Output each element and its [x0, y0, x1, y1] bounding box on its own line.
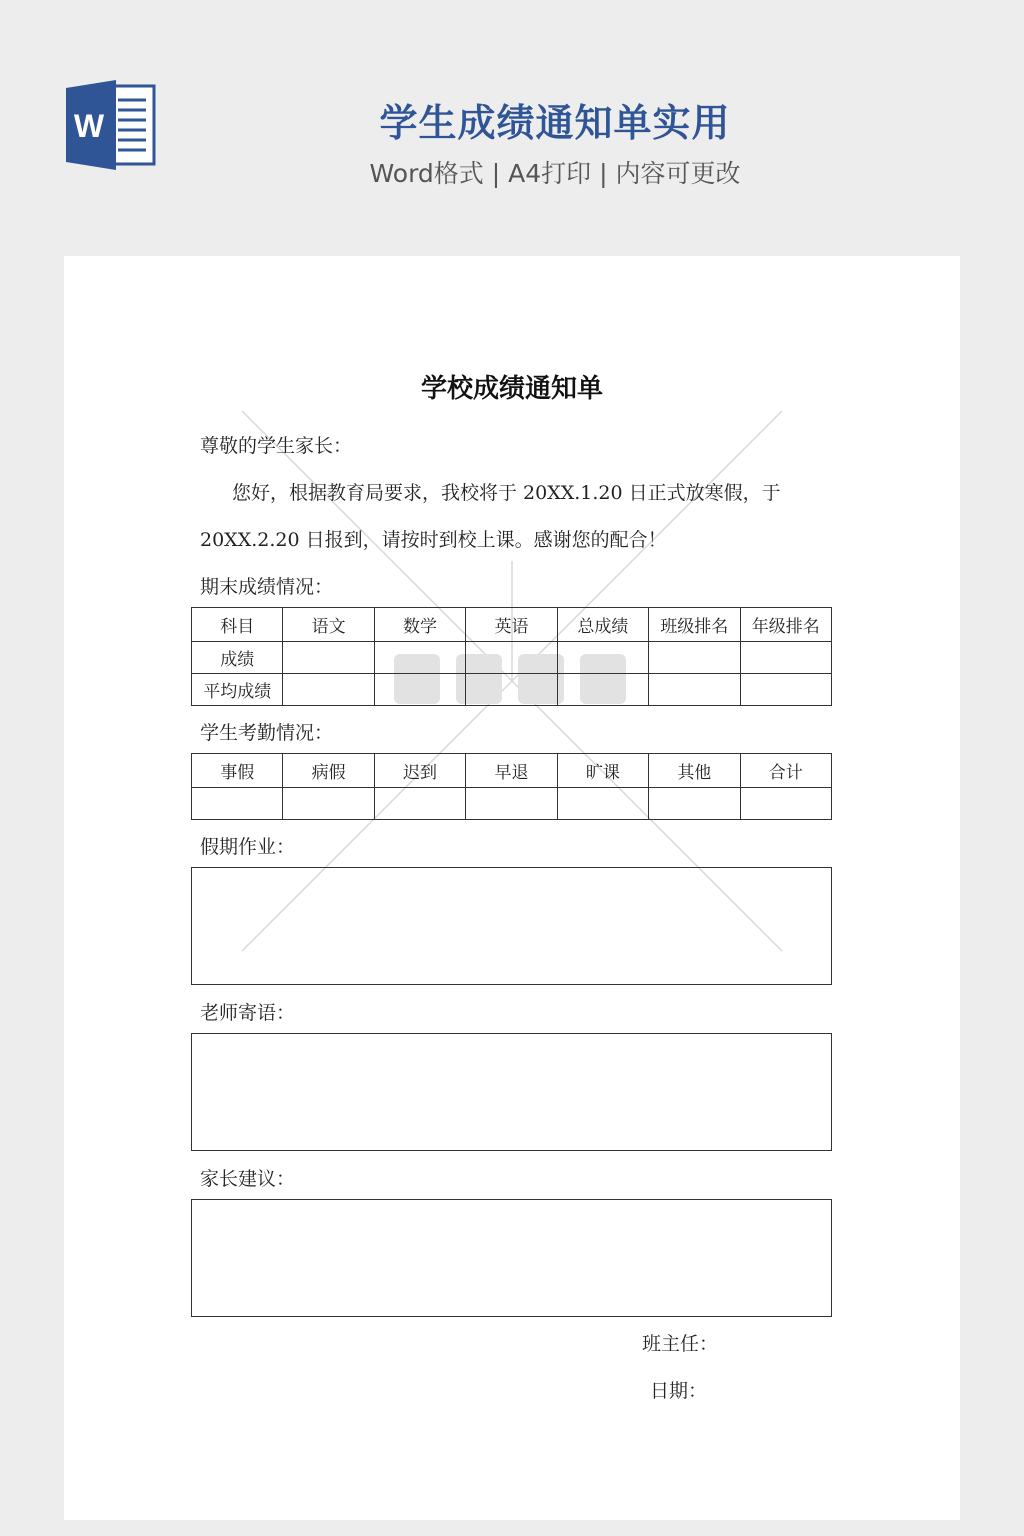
document-page: [64, 256, 960, 1520]
scores-row-label: 成绩: [192, 642, 283, 674]
score-cell[interactable]: [466, 642, 557, 674]
teacher-comment-box[interactable]: [191, 1033, 832, 1151]
attendance-cell[interactable]: [557, 788, 648, 820]
table-row: [192, 642, 832, 674]
table-row: [192, 788, 832, 820]
score-cell[interactable]: [466, 674, 557, 706]
scores-header-row: [192, 608, 832, 642]
attendance-header-cell: 病假: [283, 754, 374, 788]
date-label: 日期：: [650, 1380, 708, 1402]
attendance-header-row: [192, 754, 832, 788]
parent-suggestion-box[interactable]: [191, 1199, 832, 1317]
scores-header-cell: 班级排名: [649, 608, 740, 642]
attendance-cell[interactable]: [283, 788, 374, 820]
scores-table: [191, 607, 832, 706]
attendance-header-cell: 迟到: [374, 754, 465, 788]
score-cell[interactable]: [374, 674, 465, 706]
score-cell[interactable]: [374, 642, 465, 674]
body-line-2: 20XX.2.20 日报到，请按时到校上课。感谢您的配合！: [200, 529, 667, 551]
score-cell[interactable]: [557, 674, 648, 706]
attendance-table: [191, 753, 832, 820]
scores-header-cell: 语文: [283, 608, 374, 642]
scores-header-cell: 年级排名: [740, 608, 831, 642]
attendance-header-cell: 合计: [740, 754, 831, 788]
svg-text:W: W: [73, 108, 105, 144]
attendance-heading: 学生考勤情况：: [200, 722, 334, 744]
banner-subtitle: Word格式 | A4打印 | 内容可更改: [369, 159, 741, 188]
parent-suggestion-label: 家长建议：: [200, 1168, 296, 1190]
score-cell[interactable]: [740, 674, 831, 706]
scores-header-cell: 总成绩: [557, 608, 648, 642]
signature-label: 班主任：: [642, 1333, 719, 1355]
attendance-cell[interactable]: [740, 788, 831, 820]
teacher-comment-label: 老师寄语：: [200, 1002, 296, 1024]
homework-box[interactable]: [191, 867, 832, 985]
score-cell[interactable]: [740, 642, 831, 674]
attendance-header-cell: 旷课: [557, 754, 648, 788]
attendance-cell[interactable]: [374, 788, 465, 820]
attendance-cell[interactable]: [192, 788, 283, 820]
table-row: [192, 674, 832, 706]
body-line-1: 您好，根据教育局要求，我校将于 20XX.1.20 日正式放寒假，于: [232, 482, 781, 504]
score-cell[interactable]: [283, 642, 374, 674]
score-cell[interactable]: [649, 642, 740, 674]
attendance-header-cell: 其他: [649, 754, 740, 788]
score-cell[interactable]: [557, 642, 648, 674]
score-cell[interactable]: [649, 674, 740, 706]
document-title: 学校成绩通知单: [420, 374, 603, 404]
attendance-cell[interactable]: [466, 788, 557, 820]
scores-header-cell: 英语: [466, 608, 557, 642]
word-doc-icon: [64, 80, 158, 170]
attendance-header-cell: 事假: [192, 754, 283, 788]
salutation: 尊敬的学生家长：: [200, 435, 353, 457]
attendance-header-cell: 早退: [466, 754, 557, 788]
banner-title: 学生成绩通知单实用: [379, 101, 731, 145]
scores-header-cell: 科目: [192, 608, 283, 642]
score-cell[interactable]: [283, 674, 374, 706]
scores-row-label: 平均成绩: [192, 674, 283, 706]
scores-heading: 期末成绩情况：: [200, 576, 334, 598]
scores-header-cell: 数学: [374, 608, 465, 642]
homework-label: 假期作业：: [200, 836, 296, 858]
attendance-cell[interactable]: [649, 788, 740, 820]
